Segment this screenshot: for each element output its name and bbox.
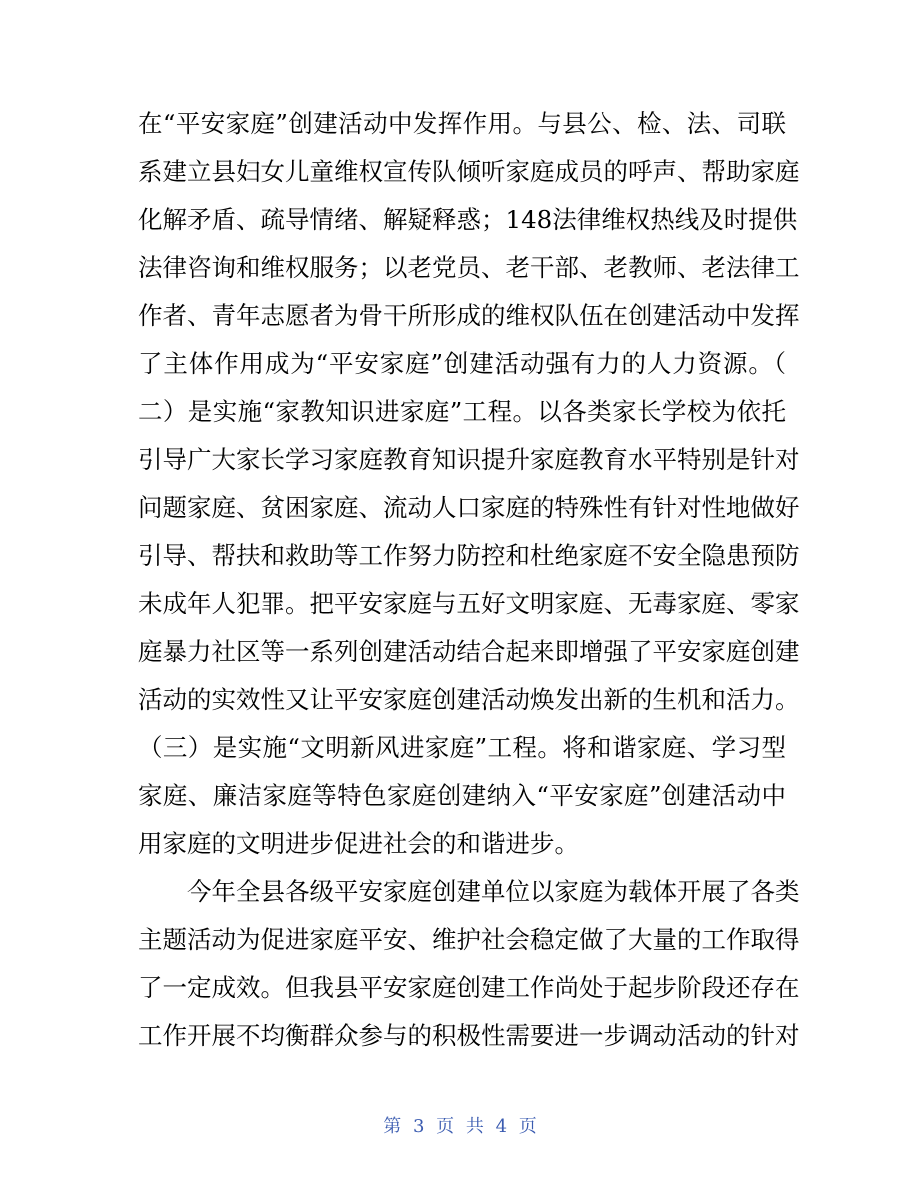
text-line: 引导、帮扶和救助等工作努力防控和杜绝家庭不安全隐患预防 (138, 541, 800, 570)
text-line: 了一定成效。但我县平安家庭创建工作尚处于起步阶段还存在 (138, 973, 800, 1002)
text-line: 家庭、廉洁家庭等特色家庭创建纳入“平安家庭”创建活动中 (138, 781, 786, 810)
text-line: 未成年人犯罪。把平安家庭与五好文明家庭、无毒家庭、零家 (138, 589, 800, 618)
paragraph-1 (138, 100, 800, 868)
page-number-footer: 第 3 页 共 4 页 (383, 1116, 537, 1137)
text-line: 系建立县妇女儿童维权宣传队倾听家庭成员的呼声、帮助家庭 (138, 157, 800, 186)
paragraph-2 (138, 868, 800, 1060)
text-line: 引导广大家长学习家庭教育知识提升家庭教育水平特别是针对 (138, 445, 800, 474)
text-line: 用家庭的文明进步促进社会的和谐进步。 (138, 829, 579, 858)
text-line: 二）是实施“家教知识进家庭”工程。以各类家长学校为依托 (138, 397, 786, 426)
text-line: 活动的实效性又让平安家庭创建活动焕发出新的生机和活力。 (138, 685, 800, 714)
text-line: 工作开展不均衡群众参与的积极性需要进一步调动活动的针对 (138, 1021, 800, 1050)
text-line: 今年全县各级平安家庭创建单位以家庭为载体开展了各类 (187, 877, 800, 906)
text-line: 主题活动为促进家庭平安、维护社会稳定做了大量的工作取得 (138, 925, 800, 954)
text-line: 了主体作用成为“平安家庭”创建活动强有力的人力资源。（ (138, 349, 786, 378)
text-line: 庭暴力社区等一系列创建活动结合起来即增强了平安家庭创建 (138, 637, 800, 666)
text-line: 化解矛盾、疏导情绪、解疑释惑；148法律维权热线及时提供 (138, 205, 798, 234)
text-line: 在“平安家庭”创建活动中发挥作用。与县公、检、法、司联 (138, 109, 786, 138)
text-line: 问题家庭、贫困家庭、流动人口家庭的特殊性有针对性地做好 (138, 493, 800, 522)
text-line: （三）是实施“文明新风进家庭”工程。将和谐家庭、学习型 (138, 733, 786, 762)
document-body (138, 100, 800, 1060)
text-line: 作者、青年志愿者为骨干所形成的维权队伍在创建活动中发挥 (138, 301, 800, 330)
text-line: 法律咨询和维权服务；以老党员、老干部、老教师、老法律工 (138, 253, 800, 282)
